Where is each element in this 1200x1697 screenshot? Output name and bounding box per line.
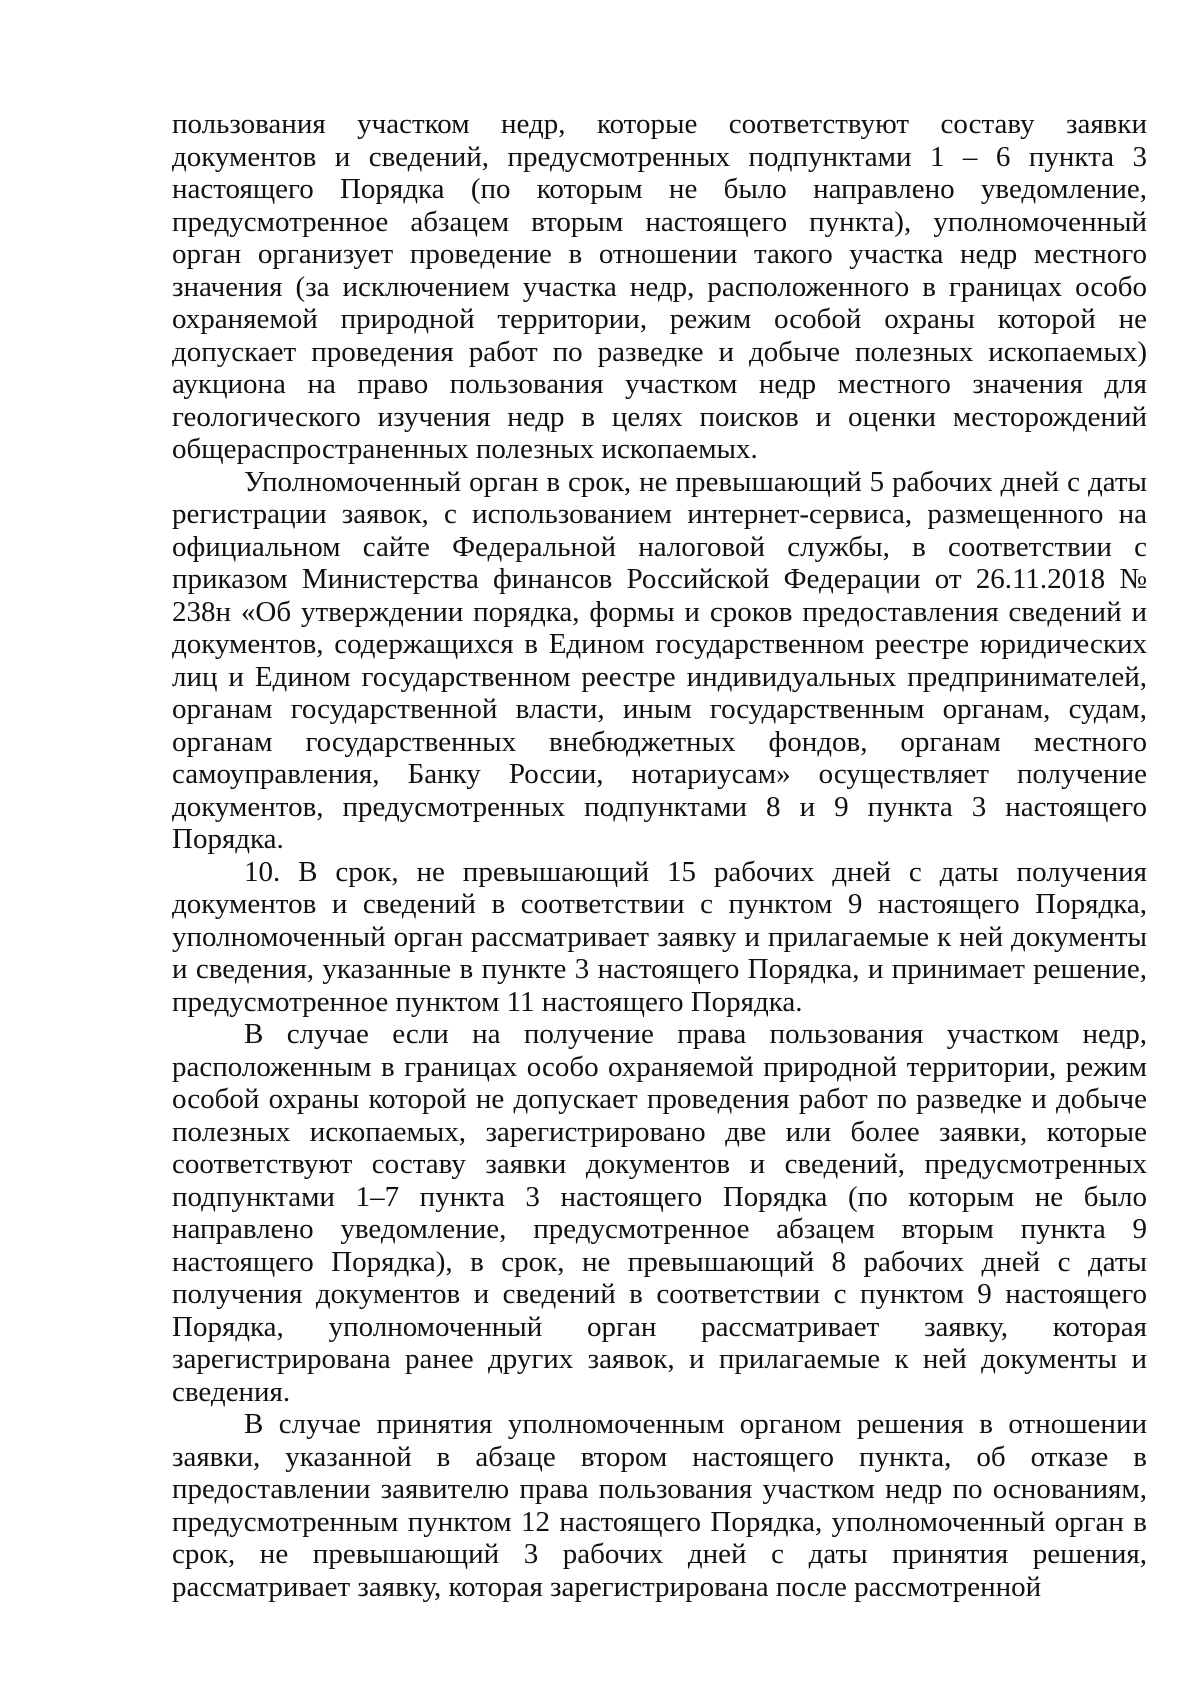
paragraph-3-item-10: 10. В срок, не превышающий 15 рабочих дней с даты получения документов и сведений в соответствии с пунктом 9 настоящего Порядка, уполномоченный орган рассматривает заявку и прилагаемые к ней документы и сведения, указанные в пункте 3 настоящего Порядка, и принимает решение, предусмотренное пунктом 11 настоящего Порядка. (172, 855, 1147, 1018)
document-page (172, 108, 1147, 1603)
paragraph-1: пользования участком недр, которые соответствуют составу заявки документов и сведений, предусмотренных подпунктами 1 – 6 пункта 3 настоящего Порядка (по которым не было направлено уведомление, предусмотренное абзацем вторым настоящего пункта), уполномоченный орган организует проведение в отношении такого участка недр местного значения (за исключением участка недр, расположенного в границах особо охраняемой природной территории, режим особой охраны которой не допускает проведения работ по разведке и добыче полезных ископаемых) аукциона на право пользования участком недр местного значения для геологического изучения недр в целях поисков и оценки месторождений общераспространенных полезных ископаемых. (172, 108, 1147, 465)
paragraph-5: В случае принятия уполномоченным органом решения в отношении заявки, указанной в абзаце втором настоящего пункта, об отказе в предоставлении заявителю права пользования участком недр по основаниям, предусмотренным пунктом 12 настоящего Порядка, уполномоченный орган в срок, не превышающий 3 рабочих дней с даты принятия решения, рассматривает заявку, которая зарегистрирована после рассмотренной (172, 1408, 1147, 1603)
paragraph-2: Уполномоченный орган в срок, не превышающий 5 рабочих дней с даты регистрации заявок, с использованием интернет-сервиса, размещенного на официальном сайте Федеральной налоговой службы, в соответствии с приказом Министерства финансов Российской Федерации от 26.11.2018 № 238н «Об утверждении порядка, формы и сроков предоставления сведений и документов, содержащихся в Едином государственном реестре юридических лиц и Едином государственном реестре индивидуальных предпринимателей, органам государственной власти, иным государственным органам, судам, органам государственных внебюджетных фондов, органам местного самоуправления, Банку России, нотариусам» осуществляет получение документов, предусмотренных подпунктами 8 и 9 пункта 3 настоящего Порядка. (172, 465, 1147, 855)
paragraph-4: В случае если на получение права пользования участком недр, расположенным в границах особо охраняемой природной территории, режим особой охраны которой не допускает проведения работ по разведке и добыче полезных ископаемых, зарегистрировано две или более заявки, которые соответствуют составу заявки документов и сведений, предусмотренных подпунктами 1–7 пункта 3 настоящего Порядка (по которым не было направлено уведомление, предусмотренное абзацем вторым пункта 9 настоящего Порядка), в срок, не превышающий 8 рабочих дней с даты получения документов и сведений в соответствии с пунктом 9 настоящего Порядка, уполномоченный орган рассматривает заявку, которая зарегистрирована ранее других заявок, и прилагаемые к ней документы и сведения. (172, 1018, 1147, 1408)
